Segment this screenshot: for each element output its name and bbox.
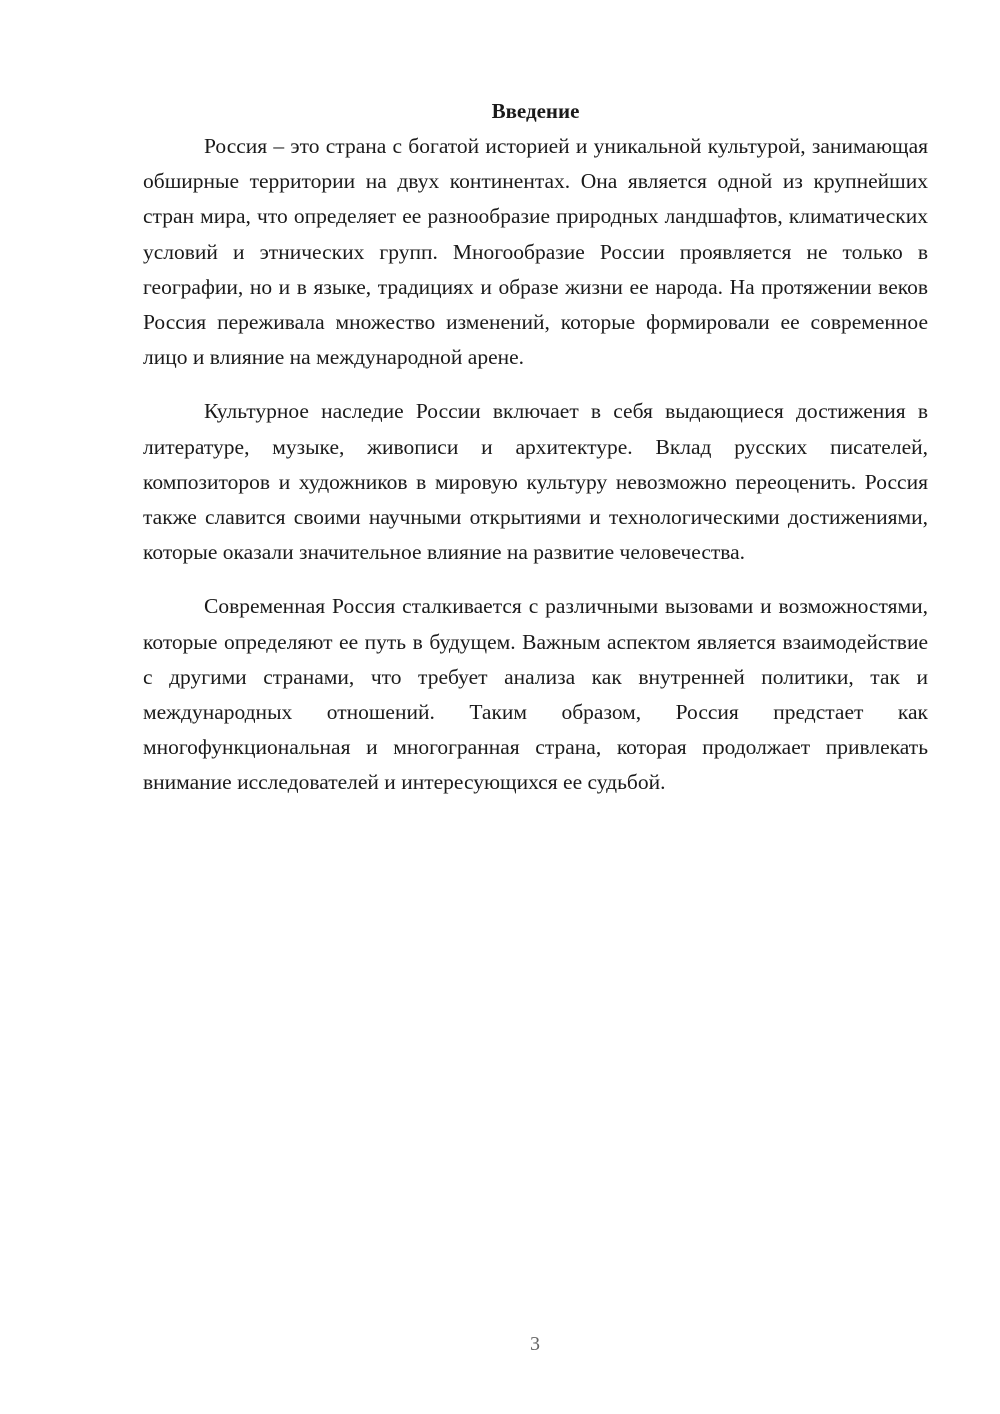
paragraph-3: Современная Россия сталкивается с различными вызовами и возможностями, которые определяют ее путь в будущем. Важным аспектом является взаимодействие с другими странами, что требует анализа как внутренней политики, так и международных отношений. Таким образом, Россия предстает как многофункциональная и многогранная страна, которая продолжает привлекать внимание исследователей и интересующихся ее судьбой. xyxy=(143,594,928,795)
paragraph-1: Россия – это страна с богатой историей и уникальной культурой, занимающая обширные территории на двух континентах. Она является одной из крупнейших стран мира, что определяет ее разнообразие природных ландшафтов, климатических условий и этнических групп. Многообразие России проявляется не только в географии, но и в языке, традициях и образе жизни ее народа. На протяжении веков Россия переживала множество изменений, которые формировали ее современное лицо и влияние на международной арене. xyxy=(143,134,928,370)
page-number: 3 xyxy=(530,1333,540,1355)
paragraph-2: Культурное наследие России включает в себя выдающиеся достижения в литературе, музыке, живописи и архитектуре. Вклад русских писателей, композиторов и художников в мировую культуру невозможно переоценить. Россия также славится своими научными открытиями и технологическими достижениями, которые оказали значительное влияние на развитие человечества. xyxy=(143,399,928,565)
page-content xyxy=(143,94,928,801)
section-title: Введение xyxy=(491,99,580,123)
